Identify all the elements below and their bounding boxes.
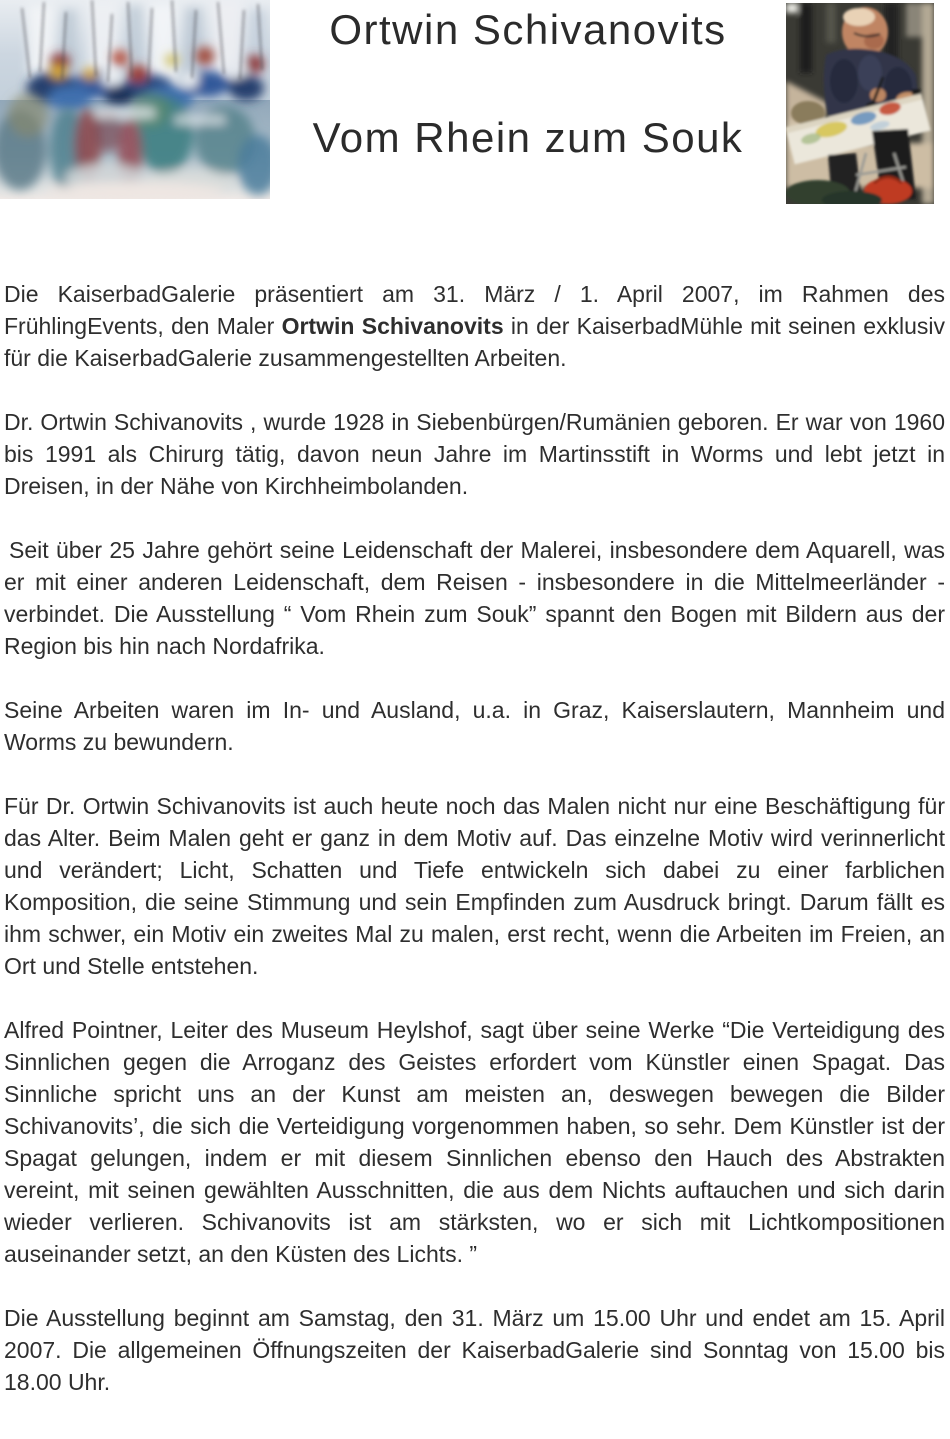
page-subtitle: Vom Rhein zum Souk — [312, 114, 744, 161]
paragraph-painting-style: Für Dr. Ortwin Schivanovits ist auch heute noch das Malen nicht nur eine Beschäftigung für das Alter. Beim Malen geht er ganz in dem Motiv auf. Das einzelne Motiv wird verinnerlicht und verändert; Licht, Schatten und Tiefe entwickeln sich dabei zu einer farblichen Komposition, die seine Stimmung und sein Empfinden zum Ausdruck bringt. Darum fällt es ihm schwer, ein Motiv ein zweites Mal zu malen, erst recht, wenn die Arbeiten im Freien, an Ort und Stelle entstehen. — [4, 793, 945, 979]
paragraph-exhibitions: Seine Arbeiten waren im In- und Ausland, u.a. in Graz, Kaiserslautern, Mannheim und Worms zu bewundern. — [4, 697, 945, 755]
paragraph-intro — [4, 278, 945, 374]
paragraph-passion: Seit über 25 Jahre gehört seine Leidenschaft der Malerei, insbesondere dem Aquarell, was er mit einer anderen Leidenschaft, dem Reisen - insbesondere in die Mittelmeerländer - verbindet. Die Ausstellung “ Vom Rhein zum Souk” spannt den Bogen mit Bildern aus der Region bis hin nach Nordafrika. — [4, 537, 945, 659]
intro-text-after: in der KaiserbadMühle mit seinen exklusiv für die KaiserbadGalerie zusammengestellten Arbeiten. — [4, 313, 945, 371]
page-header — [0, 0, 950, 204]
harbor-watercolor-image — [0, 0, 270, 199]
artist-photo-image — [786, 3, 934, 204]
article-body — [0, 278, 950, 1438]
intro-text-before: Die KaiserbadGalerie präsentiert am 31. März / 1. April 2007, im Rahmen des FrühlingEvents, den Maler — [4, 281, 945, 339]
title-block — [270, 0, 786, 204]
artist-name-bold: Ortwin Schivanovits — [281, 313, 504, 339]
paragraph-biography: Dr. Ortwin Schivanovits , wurde 1928 in Siebenbürgen/Rumänien geboren. Er war von 1960 bis 1991 als Chirurg tätig, davon neun Jahre im Martinsstift in Worms und lebt jetzt in Dreisen, in der Nähe von Kirchheimbolanden. — [4, 409, 945, 499]
paragraph-opening-times: Die Ausstellung beginnt am Samstag, den 31. März um 15.00 Uhr und endet am 15. April 2007. Die allgemeinen Öffnungszeiten der KaiserbadGalerie sind Sonntag von 15.00 bis 18.00 Uhr. — [4, 1305, 945, 1395]
page-title: Ortwin Schivanovits — [329, 6, 727, 53]
paragraph-quote-pointner: Alfred Pointner, Leiter des Museum Heylshof, sagt über seine Werke “Die Verteidigung des Sinnlichen gegen die Arroganz des Geistes erfordert vom Künstler einen Spagat. Das Sinnliche spricht uns an der Kunst am meisten an, deswegen bewegen die Bilder Schivanovits’, die sich die Verteidigung vorgenommen haben, so sehr. Dem Künstler ist der Spagat gelungen, indem er mit diesem Sinnlichen ebenso den Hauch des Abstrakten vereint, mit seinen gewählten Ausschnitten, die aus dem Nichts auftauchen und sich darin wieder verlieren. Schivanovits ist am stärksten, wo er sich mit Lichtkompositionen auseinander setzt, an den Küsten des Lichts. ” — [4, 1017, 945, 1267]
